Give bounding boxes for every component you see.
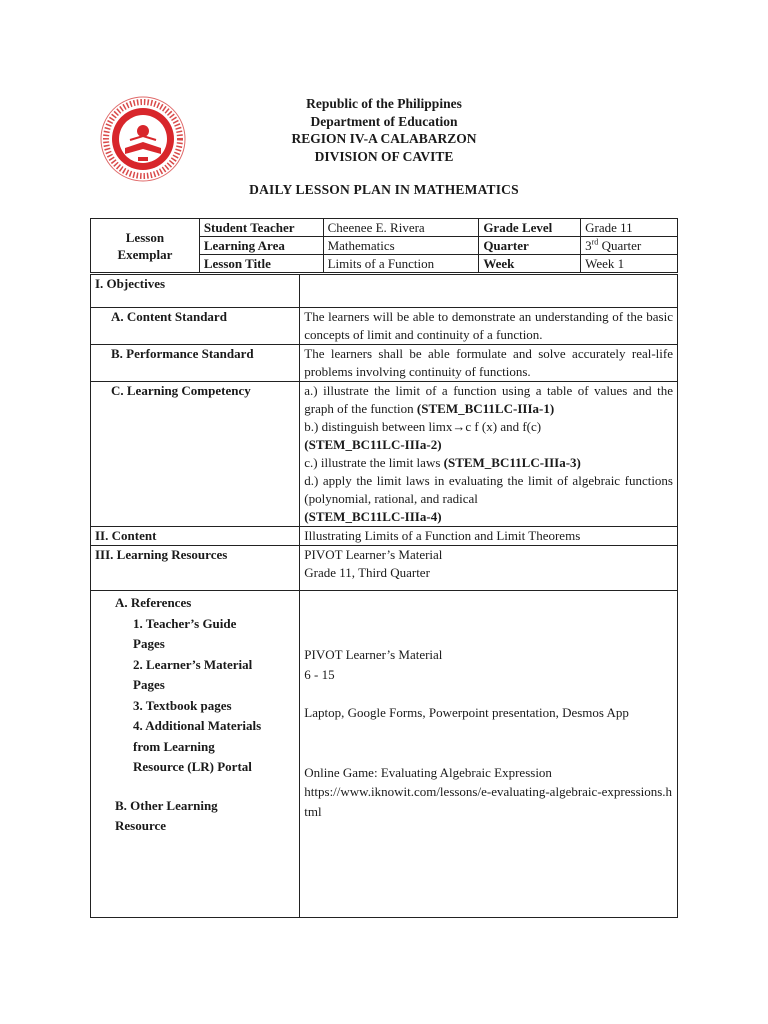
lesson-exemplar-line1: Lesson (125, 229, 165, 245)
competency-a (304, 382, 673, 418)
ref-additional-materials: 4. Additional Materials (133, 718, 262, 733)
other-resource-game: Online Game: Evaluating Algebraic Expression (304, 764, 552, 780)
week-label: Week (479, 255, 581, 273)
learning-competency-value (300, 382, 678, 527)
lesson-title-label: Lesson Title (199, 255, 323, 273)
references-value (300, 591, 678, 918)
ref-teachers-guide: 1. Teacher’s Guide (133, 615, 237, 631)
other-resource-label: B. Other Learning (115, 797, 218, 813)
ref-from-learning: from Learning (133, 738, 215, 754)
lesson-exemplar-line2: Exemplar (117, 246, 173, 262)
resources-line2: Grade 11, Third Quarter (304, 565, 430, 580)
learning-resources-label: III. Learning Resources (91, 546, 300, 591)
grade-level-value: Grade 11 (581, 219, 678, 237)
lesson-plan-table (90, 274, 678, 918)
document-title: DAILY LESSON PLAN IN MATHEMATICS (249, 182, 519, 197)
ref-textbook-pages: 3. Textbook pages (133, 697, 232, 713)
references-label: A. References (115, 595, 192, 610)
competency-c-text: c.) illustrate the limit laws (304, 455, 444, 470)
references-cell (91, 591, 300, 918)
student-teacher-value: Cheenee E. Rivera (323, 219, 479, 237)
header-department: Department of Education (310, 113, 458, 129)
objectives-value (300, 275, 678, 308)
header-region: REGION IV-A CALABARZON (291, 131, 477, 146)
ref-teachers-guide-pages: Pages (133, 636, 165, 651)
quarter-value (581, 237, 678, 255)
ref-learners-material: 2. Learner’s Material (133, 656, 253, 672)
competency-a-code: (STEM_BC11LC-IIIa-1) (416, 401, 555, 416)
week-value: Week 1 (581, 255, 678, 273)
lesson-exemplar-cell (91, 219, 200, 273)
header-republic: Republic of the Philippines (306, 96, 462, 111)
ref-value-learners-material: PIVOT Learner’s Material (304, 647, 443, 662)
quarter-number: 3 (585, 238, 592, 253)
ref-learners-material-pages: Pages (133, 677, 165, 692)
lesson-title-value: Limits of a Function (323, 255, 479, 273)
performance-standard-value: The learners shall be able formulate and solve accurately real-life problems involving continuity of functions. (300, 345, 678, 382)
student-teacher-label: Student Teacher (199, 219, 323, 237)
other-resource-link[interactable]: https://www.iknowit.com/lessons/e-evaluating-algebraic-expressions.html (304, 784, 673, 819)
content-standard-label: A. Content Standard (91, 308, 300, 345)
performance-standard-label: B. Performance Standard (91, 345, 300, 382)
quarter-label: Quarter (479, 237, 581, 255)
lesson-info-table (90, 218, 678, 273)
learning-competency-label: C. Learning Competency (91, 382, 300, 527)
quarter-word: Quarter (598, 238, 642, 253)
content-standard-value: The learners will be able to demonstrate an understanding of the basic concepts of limit and continuity of a function. (300, 308, 678, 345)
document-header (0, 95, 768, 165)
content-label: II. Content (91, 527, 300, 546)
learning-resources-value (300, 546, 678, 591)
content-value: Illustrating Limits of a Function and Limit Theorems (300, 527, 678, 546)
resources-line1: PIVOT Learner’s Material (304, 547, 443, 562)
header-division: DIVISION OF CAVITE (314, 148, 454, 164)
competency-c (304, 454, 673, 472)
quarter-suffix: rd (591, 237, 599, 247)
competency-b-code: (STEM_BC11LC-IIIa-2) (304, 437, 442, 452)
competency-c-code: (STEM_BC11LC-IIIa-3) (443, 455, 581, 470)
competency-d-code: (STEM_BC11LC-IIIa-4) (304, 509, 442, 524)
learning-area-value: Mathematics (323, 237, 479, 255)
other-resource-label-2: Resource (115, 818, 167, 833)
competency-a-text: a.) illustrate the limit of a function using a table of values and the graph of the function (304, 383, 673, 416)
objectives-label: I. Objectives (91, 275, 300, 308)
learning-area-label: Learning Area (199, 237, 323, 255)
competency-d: d.) apply the limit laws in evaluating the limit of algebraic functions (polynomial, rational, and radical (304, 473, 673, 506)
ref-value-additional-materials: Laptop, Google Forms, Powerpoint presentation, Desmos App (304, 705, 629, 720)
competency-b: b.) distinguish between limx→c f (x) and f(c) (304, 419, 542, 434)
ref-value-pages: 6 - 15 (304, 666, 335, 682)
grade-level-label: Grade Level (479, 219, 581, 237)
ref-lr-portal: Resource (LR) Portal (133, 759, 252, 774)
